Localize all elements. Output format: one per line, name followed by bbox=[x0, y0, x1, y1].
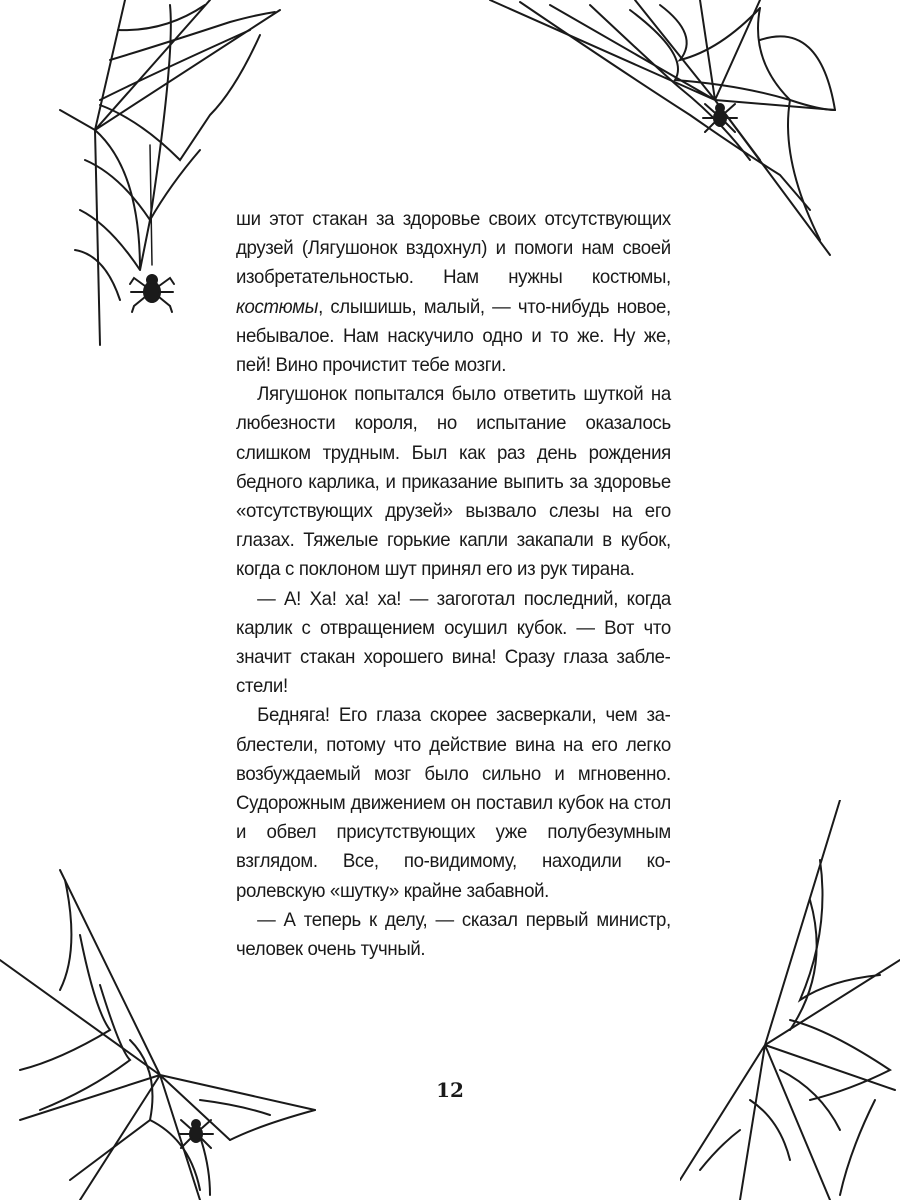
paragraph: ши этот стакан за здоровье своих отсутствующих друзей (Лягушонок вздохнул) и помоги нам своей изобретательностью. Нам нужны костюмы, костюмы, слышишь, малый, — что-нибудь новое, небывалое. Нам наскучило одно и то же. Ну же, пей! Вино прочистит тебе мозги. bbox=[236, 208, 671, 377]
spider-icon bbox=[128, 262, 176, 318]
paragraph: Бедняга! Его глаза скорее засверкали, чем заблестели, потому что действие вина на его легко возбуждаемый мозг было сильно и мгновенно. Судорожным движением он поставил кубок на стол и обвел присутствующих уже полубезумным взглядом. Все, по-видимому, находили королевскую «шутку» крайне забавной. bbox=[236, 704, 671, 902]
paragraph: — А! Ха! ха! ха! — загоготал последний, когда карлик с отвращением осушил кубок. — Вот что значит стакан хорошего вина! Сразу глаза заблестели! bbox=[236, 587, 671, 698]
body-text bbox=[236, 205, 671, 964]
paragraph: Лягушонок попытался было ответить шуткой на любезности короля, но испытание оказалось слишком трудным. Был как раз день рождения бедного карлика, и приказание выпить за здоровье «отсутствующих друзей» вызвало слезы на его глазах. Тяжелые горькие капли закапали в кубок, когда с поклоном шут принял его из рук тирана. bbox=[236, 383, 671, 581]
page-number: 12 bbox=[436, 1078, 464, 1102]
spider-web-bottom-right-icon bbox=[680, 800, 900, 1200]
spider-icon bbox=[700, 94, 740, 138]
spider-icon bbox=[176, 1110, 216, 1154]
paragraph: — А теперь к делу, — сказал первый министр, человек очень тучный. bbox=[236, 908, 671, 961]
emphasized-word: костюмы bbox=[236, 295, 319, 318]
